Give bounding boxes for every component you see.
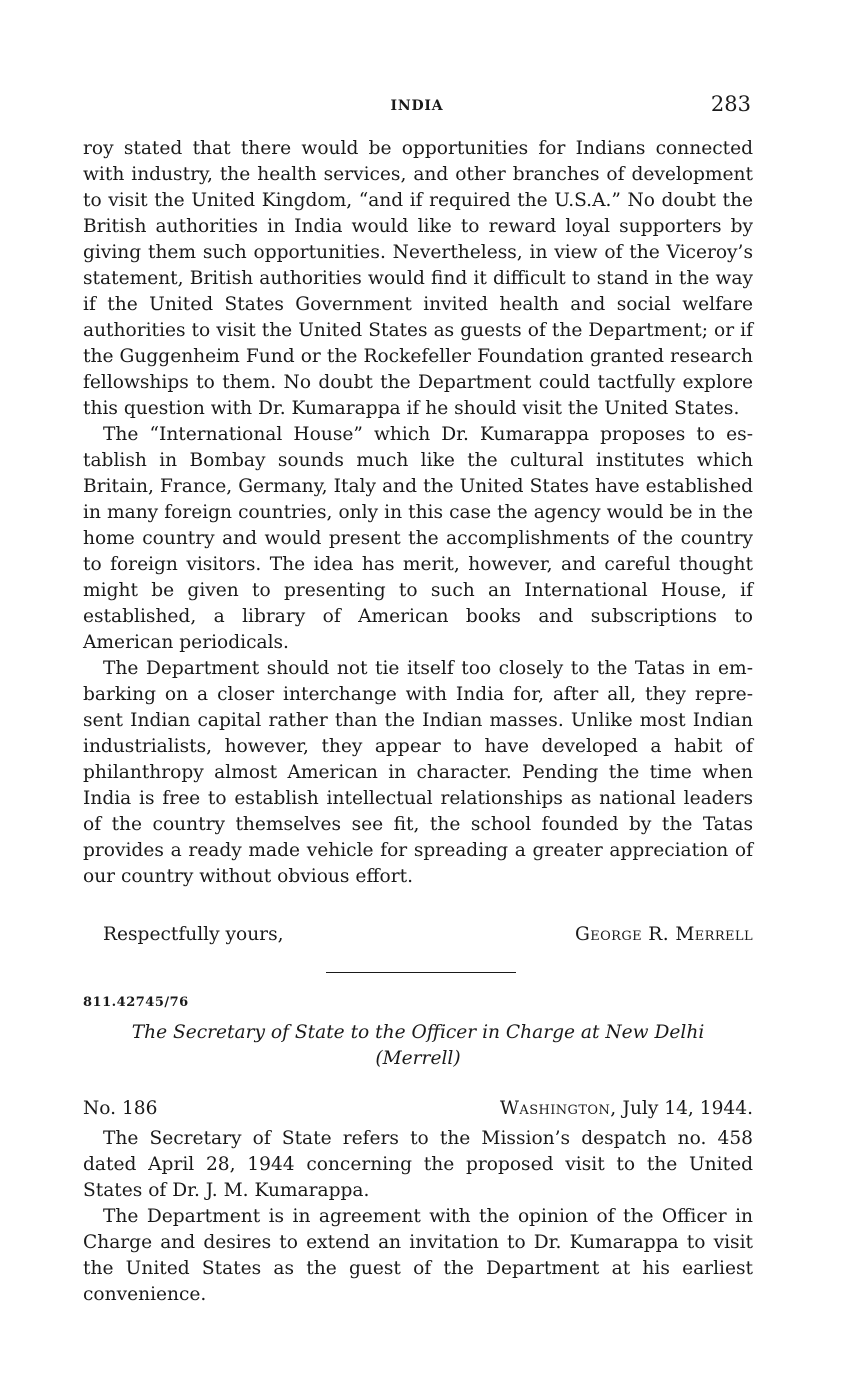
document-heading-line-2: (Merrell)	[375, 1048, 461, 1069]
closing-salutation: Respectfully yours,	[103, 924, 284, 945]
dateline-date: July 14, 1944.	[622, 1098, 753, 1119]
despatch-paragraph-1: The Secretary of State refers to the Mission’s despatch no. 458 dated April 28, 1944 concerning the proposed visit to the United States of Dr. J. M. Kumarappa.	[83, 1128, 753, 1201]
section-divider	[326, 972, 516, 973]
file-number: 811.42745/76	[83, 995, 189, 1010]
despatch-paragraph-2: The Department is in agreement with the opinion of the Officer in Charge and desires to extend an invitation to Dr. Kumarappa to visit the United States as the guest of the Department at his earliest convenience.	[83, 1206, 753, 1305]
running-head	[0, 94, 854, 118]
signature: George R. Merrell	[574, 924, 753, 945]
body-paragraph-3: The Department should not tie itself too closely to the Tatas in embarking on a closer interchange with India for, after all, they represent Indian capital rather than the Indian masses. Unlike most Indian industrialists, however, they appear to have developed a habit of philanthropy almost American in character. Pending the time when India is free to establish intellectual relationships as national leaders of the country themselves see fit, the school founded by the Tatas provides a ready made vehicle for spreading a greater appreciation of our country without obvious effort.	[83, 658, 753, 887]
document-number: No. 186	[83, 1098, 158, 1119]
page-number: 283	[710, 92, 751, 116]
document-heading	[83, 1020, 753, 1072]
body-paragraph-2: The “International House” which Dr. Kumarappa proposes to establish in Bombay sounds much like the cultural institutes which Britain, France, Germany, Italy and the United States have established in many foreign countries, only in this case the agency would be in the home country and would present the accomplishments of the country to foreign visitors. The idea has merit, however, and careful thought might be given to presenting to such an International House, if established, a library of American books and subscriptions to American periodicals.	[83, 424, 753, 653]
letter-body	[83, 136, 753, 890]
body-paragraph-1: roy stated that there would be opportunities for Indians connected with industry, the health services, and other branches of development to visit the United Kingdom, “and if required the U.S.A.” No doubt the British authorities in India would like to reward loyal supporters by giving them such opportunities. Nevertheless, in view of the Viceroy’s statement, British authorities would find it difficult to stand in the way if the United States Government invited health and social welfare authorities to visit the United States as guests of the Department; or if the Guggenheim Fund or the Rockefeller Foundation granted research fellowships to them. No doubt the Department could tactfully explore this question with Dr. Kumarappa if he should visit the United States.	[83, 138, 753, 419]
despatch-body	[83, 1126, 753, 1308]
dateline-place: Washington,	[499, 1098, 617, 1119]
document-dateline	[500, 1096, 753, 1122]
document-heading-line-1: The Secretary of State to the Officer in Charge at New Delhi	[131, 1022, 705, 1043]
running-title: INDIA	[390, 98, 444, 114]
